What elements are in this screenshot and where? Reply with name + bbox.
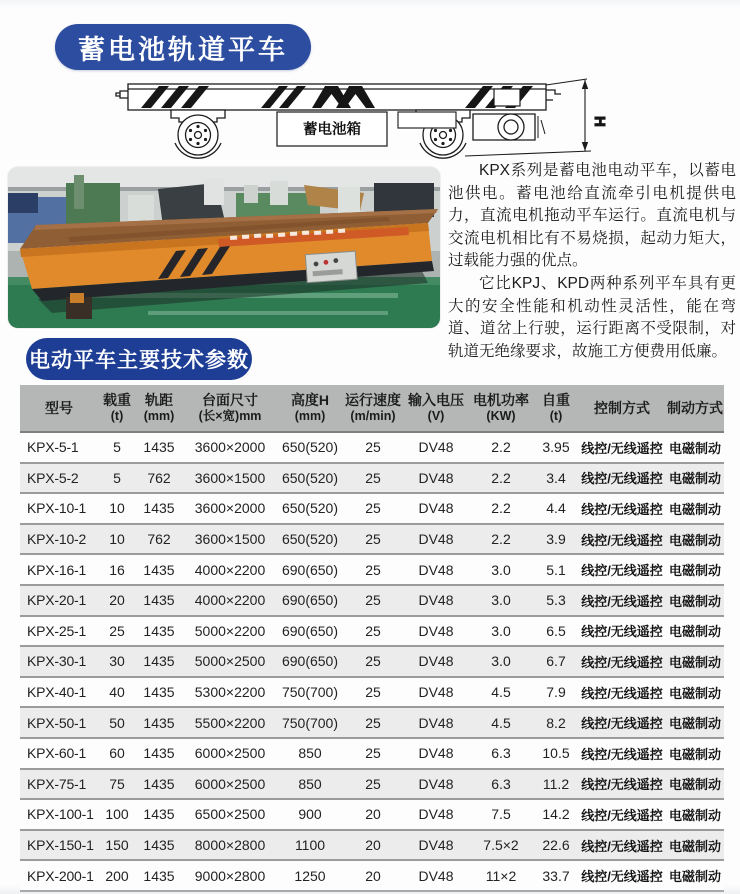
table-cell: 1435 — [143, 684, 175, 701]
table-cell: 线控/无线遥控 — [581, 440, 663, 456]
table-cell: 2.2 — [491, 531, 511, 548]
table-cell: 25 — [365, 439, 381, 456]
table-cell: 电磁制动 — [668, 777, 721, 793]
wheel-left — [171, 110, 225, 158]
table-cell: 线控/无线遥控 — [581, 563, 663, 579]
spec-table-header-row — [20, 385, 724, 432]
table-cell: 690(650) — [281, 561, 339, 578]
table-cell: 762 — [147, 531, 171, 548]
table-row — [20, 677, 724, 708]
table-cell: DV48 — [418, 775, 454, 792]
table-cell: 线控/无线遥控 — [581, 869, 663, 885]
table-cell: 1435 — [143, 592, 175, 609]
table-cell: 1435 — [143, 867, 175, 884]
table-cell: DV48 — [418, 653, 454, 670]
table-cell: 2.2 — [491, 500, 511, 517]
table-cell: 1435 — [143, 622, 175, 639]
table-cell: 25 — [365, 561, 381, 578]
table-cell: 1435 — [143, 500, 175, 517]
table-cell: 电磁制动 — [668, 838, 721, 854]
table-cell: 25 — [365, 622, 381, 639]
battery-box-label: 蓄电池箱 — [303, 122, 361, 138]
table-cell: 电磁制动 — [668, 869, 721, 885]
description — [448, 160, 736, 363]
table-cell: 22.6 — [542, 837, 570, 854]
drive-unit — [473, 114, 545, 140]
column-header: 制动方式 — [666, 385, 724, 432]
table-cell: DV48 — [418, 469, 454, 486]
table-cell: 线控/无线遥控 — [581, 807, 663, 823]
table-cell: KPX-10-1 — [27, 500, 87, 517]
table-cell: 20 — [365, 837, 381, 854]
table-cell: 33.7 — [542, 867, 570, 884]
table-cell: 线控/无线遥控 — [581, 777, 663, 793]
spec-table — [20, 385, 724, 892]
table-cell: DV48 — [418, 439, 454, 456]
section-title-banner — [26, 338, 252, 380]
table-cell: 电磁制动 — [668, 440, 721, 456]
table-row — [20, 769, 724, 800]
column-header: 台面尺寸 (长×宽)mm — [182, 385, 278, 432]
column-header: 型号 — [20, 385, 98, 432]
table-cell: 3.9 — [546, 531, 566, 548]
table-cell: 4.5 — [491, 714, 511, 731]
table-cell: 电磁制动 — [668, 532, 721, 548]
table-cell: 6.5 — [546, 622, 566, 639]
description-paragraph: 它比KPJ、KPD两种系列平车具有更大的安全性能和机动性灵活性，能在弯道、道岔上行驶，运行距离不受限制，对轨道无绝缘要求，故施工方便费用低廉。 — [448, 274, 736, 360]
table-cell: 4.5 — [491, 684, 511, 701]
table-cell: KPX-16-1 — [27, 561, 87, 578]
table-cell: 750(700) — [281, 684, 339, 701]
section-title: 电动平车主要技术参数 — [29, 348, 249, 372]
table-cell: 40 — [109, 684, 125, 701]
table-cell: 20 — [365, 867, 381, 884]
table-row — [20, 830, 724, 861]
table-cell: 25 — [365, 500, 381, 517]
table-cell: 3.4 — [546, 469, 566, 486]
table-row — [20, 524, 724, 555]
table-row — [20, 432, 724, 463]
table-cell: KPX-40-1 — [27, 684, 87, 701]
table-cell: 850 — [298, 775, 322, 792]
table-cell: 6.7 — [546, 653, 566, 670]
table-cell: 150 — [105, 837, 129, 854]
table-cell: KPX-30-1 — [27, 653, 87, 670]
description-paragraph: KPX系列是蓄电池电动平车，以蓄电池供电。蓄电池给直流牵引电机提供电力，直流电机拖动平车运行。直流电机与交流电机相比有不易烧损，起动力矩大，过载能力强的优点。 — [448, 162, 736, 270]
table-cell: 16 — [109, 561, 125, 578]
table-row — [20, 707, 724, 738]
table-cell: 3.0 — [491, 653, 511, 670]
table-cell: 线控/无线遥控 — [581, 532, 663, 548]
table-cell: 650(520) — [281, 469, 339, 486]
table-cell: 900 — [298, 806, 322, 823]
column-header: 运行速度 (m/min) — [342, 385, 404, 432]
table-cell: 线控/无线遥控 — [581, 654, 663, 670]
table-cell: 25 — [365, 714, 381, 731]
table-cell: 3600×1500 — [194, 531, 266, 548]
table-cell: 650(520) — [281, 531, 339, 548]
table-cell: KPX-200-1 — [27, 867, 94, 884]
table-cell: 1435 — [143, 653, 175, 670]
table-cell: KPX-5-2 — [27, 469, 79, 486]
table-cell: 762 — [147, 469, 171, 486]
battery-box — [277, 112, 387, 146]
table-cell: 20 — [109, 592, 125, 609]
table-cell: 6500×2500 — [194, 806, 266, 823]
table-cell: 11.2 — [542, 775, 570, 792]
table-cell: 690(650) — [281, 622, 339, 639]
table-cell: 3.0 — [491, 561, 511, 578]
table-cell: 25 — [365, 775, 381, 792]
table-cell: 1435 — [143, 775, 175, 792]
table-cell: 5 — [113, 439, 121, 456]
table-cell: 25 — [365, 469, 381, 486]
table-cell: 25 — [365, 684, 381, 701]
table-cell: 20 — [365, 806, 381, 823]
table-cell: 6000×2500 — [194, 775, 266, 792]
table-cell: 1435 — [143, 714, 175, 731]
table-cell: DV48 — [418, 592, 454, 609]
table-cell: KPX-25-1 — [27, 622, 87, 639]
table-cell: DV48 — [418, 867, 454, 884]
table-cell: 线控/无线遥控 — [581, 624, 663, 640]
table-cell: 7.9 — [546, 684, 566, 701]
table-cell: 11×2 — [485, 867, 517, 884]
table-cell: 1100 — [294, 837, 326, 854]
table-cell: 5300×2200 — [194, 684, 266, 701]
table-cell: 3600×2000 — [194, 500, 266, 517]
table-cell: DV48 — [418, 561, 454, 578]
aux-box — [398, 112, 456, 128]
table-cell: DV48 — [418, 531, 454, 548]
table-cell: 850 — [298, 745, 322, 762]
table-cell: 7.5×2 — [483, 837, 519, 854]
table-row — [20, 463, 724, 494]
table-cell: DV48 — [418, 684, 454, 701]
table-cell: 电磁制动 — [668, 471, 721, 487]
table-cell: 线控/无线遥控 — [581, 471, 663, 487]
table-cell: 电磁制动 — [668, 593, 721, 609]
table-cell: 5000×2200 — [194, 622, 266, 639]
table-cell: DV48 — [418, 837, 454, 854]
table-cell: KPX-100-1 — [27, 806, 94, 823]
table-cell: 50 — [109, 714, 125, 731]
table-cell: 25 — [365, 745, 381, 762]
table-cell: 电磁制动 — [668, 624, 721, 640]
table-cell: 100 — [105, 806, 129, 823]
table-cell: 4000×2200 — [194, 592, 266, 609]
table-cell: 电磁制动 — [668, 716, 721, 732]
product-photo-image — [8, 167, 440, 328]
table-cell: 650(520) — [281, 500, 339, 517]
table-cell: 3600×2000 — [194, 439, 266, 456]
table-cell: 线控/无线遥控 — [581, 593, 663, 609]
column-header: 控制方式 — [578, 385, 666, 432]
table-cell: 7.5 — [491, 806, 511, 823]
table-cell: KPX-50-1 — [27, 714, 87, 731]
table-cell: 25 — [365, 592, 381, 609]
table-cell: DV48 — [418, 500, 454, 517]
product-photo — [8, 167, 440, 328]
table-cell: DV48 — [418, 714, 454, 731]
table-cell: 2.2 — [491, 439, 511, 456]
table-cell: 1250 — [294, 867, 326, 884]
table-row — [20, 616, 724, 647]
table-row — [20, 493, 724, 524]
table-cell: 30 — [109, 653, 125, 670]
table-cell: KPX-150-1 — [27, 837, 94, 854]
table-cell: 5000×2500 — [194, 653, 266, 670]
table-cell: 线控/无线遥控 — [581, 716, 663, 732]
table-cell: 线控/无线遥控 — [581, 501, 663, 517]
table-cell: 1435 — [143, 439, 175, 456]
table-cell: DV48 — [418, 745, 454, 762]
table-cell: 690(650) — [281, 653, 339, 670]
table-cell: 电磁制动 — [668, 654, 721, 670]
table-cell: KPX-10-2 — [27, 531, 87, 548]
table-cell: 1435 — [143, 837, 175, 854]
table-cell: 线控/无线遥控 — [581, 746, 663, 762]
table-cell: DV48 — [418, 622, 454, 639]
table-cell: 10.5 — [542, 745, 570, 762]
height-dim-label: H — [591, 116, 608, 127]
table-cell: KPX-75-1 — [27, 775, 87, 792]
table-cell: 5500×2200 — [194, 714, 266, 731]
table-cell: 690(650) — [281, 592, 339, 609]
column-header: 载重 (t) — [98, 385, 136, 432]
table-cell: 14.2 — [542, 806, 570, 823]
table-cell: 60 — [109, 745, 125, 762]
table-row — [20, 554, 724, 585]
table-row — [20, 738, 724, 769]
table-cell: 3600×1500 — [194, 469, 266, 486]
table-cell: 1435 — [143, 806, 175, 823]
table-cell: 8000×2800 — [194, 837, 266, 854]
column-header: 输入电压 (V) — [404, 385, 468, 432]
table-cell: 200 — [105, 867, 129, 884]
table-cell: 10 — [109, 531, 125, 548]
table-cell: 750(700) — [281, 714, 339, 731]
table-row — [20, 646, 724, 677]
table-cell: 3.95 — [542, 439, 570, 456]
table-cell: 9000×2800 — [194, 867, 266, 884]
table-cell: 3.0 — [491, 592, 511, 609]
table-row — [20, 799, 724, 830]
table-cell: 5.3 — [546, 592, 566, 609]
table-row — [20, 860, 724, 891]
table-cell: 25 — [365, 531, 381, 548]
table-cell: 6.3 — [491, 775, 511, 792]
table-row — [20, 585, 724, 616]
table-cell: 650(520) — [281, 439, 339, 456]
column-header: 自重 (t) — [534, 385, 578, 432]
table-cell: 电磁制动 — [668, 685, 721, 701]
table-cell: 10 — [109, 500, 125, 517]
table-cell: 25 — [109, 622, 125, 639]
table-cell: 5.1 — [546, 561, 566, 578]
page-title: 蓄电池轨道平车 — [78, 34, 288, 65]
spec-table-body — [20, 432, 724, 891]
table-cell: 线控/无线遥控 — [581, 838, 663, 854]
column-header: 轨距 (mm) — [136, 385, 182, 432]
page-title-banner — [55, 24, 311, 70]
column-header: 高度H (mm) — [278, 385, 342, 432]
column-header: 电机功率 (KW) — [468, 385, 534, 432]
table-cell: 2.2 — [491, 469, 511, 486]
technical-drawing — [113, 72, 621, 166]
table-cell: 8.2 — [546, 714, 566, 731]
table-cell: 线控/无线遥控 — [581, 685, 663, 701]
table-cell: 电磁制动 — [668, 746, 721, 762]
table-cell: 6.3 — [491, 745, 511, 762]
table-cell: KPX-5-1 — [27, 439, 79, 456]
table-cell: 1435 — [143, 561, 175, 578]
table-cell: 5 — [113, 469, 121, 486]
table-cell: 电磁制动 — [668, 563, 721, 579]
table-cell: KPX-60-1 — [27, 745, 87, 762]
table-cell: 电磁制动 — [668, 807, 721, 823]
table-cell: 4000×2200 — [194, 561, 266, 578]
table-cell: 6000×2500 — [194, 745, 266, 762]
table-cell: KPX-20-1 — [27, 592, 87, 609]
table-cell: 1435 — [143, 745, 175, 762]
table-cell: 4.4 — [546, 500, 566, 517]
table-cell: DV48 — [418, 806, 454, 823]
table-cell: 25 — [365, 653, 381, 670]
table-cell: 75 — [109, 775, 125, 792]
table-cell: 3.0 — [491, 622, 511, 639]
table-cell: 电磁制动 — [668, 501, 721, 517]
